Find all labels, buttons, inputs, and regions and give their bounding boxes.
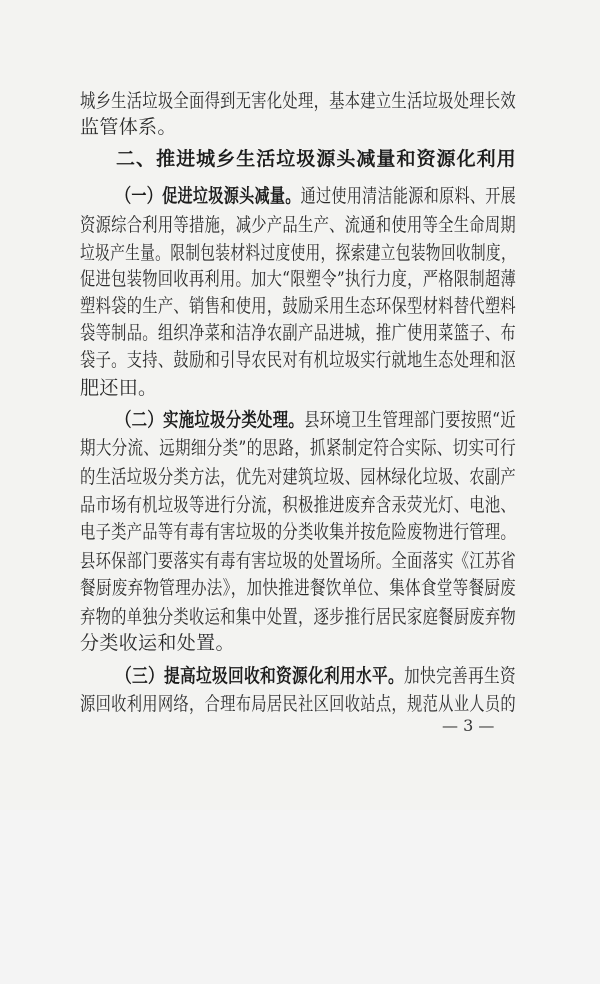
text-line bbox=[80, 373, 516, 403]
text-line bbox=[116, 661, 516, 691]
text-span: 源回收利用网络，合理布局居民社区回收站点，规范从业人员的 bbox=[80, 693, 516, 715]
text-line bbox=[80, 112, 516, 142]
text-span: 促进包装物回收再利用。加大“限塑令”执行力度，严格限制超薄 bbox=[80, 268, 516, 290]
text-span: 的生活垃圾分类方法，优先对建筑垃圾、园林绿化垃圾、农副产 bbox=[80, 466, 516, 488]
text-span: 加快完善再生资 bbox=[404, 665, 516, 687]
text-line bbox=[80, 689, 516, 719]
text-line bbox=[80, 462, 516, 492]
text-line bbox=[80, 210, 516, 240]
text-line bbox=[116, 405, 516, 435]
text-span: 县环境卫生管理部门要按照“近 bbox=[304, 409, 516, 431]
text-line bbox=[80, 628, 516, 658]
text-span: 县环保部门要落实有毒有害垃圾的处置场所。全面落实《江苏省 bbox=[80, 550, 516, 572]
subsection-heading: （三）提高垃圾回收和资源化利用水平。 bbox=[116, 665, 405, 687]
text-span: 通过使用清洁能源和原料、开展 bbox=[300, 185, 516, 207]
text-line bbox=[80, 318, 516, 348]
text-line bbox=[80, 546, 516, 576]
text-span: 袋子。支持、鼓励和引导农民对有机垃圾实行就地生态处理和沤 bbox=[80, 349, 516, 371]
text-span: 期大分流、远期细分类”的思路，抓紧制定符合实际、切实可行 bbox=[80, 437, 516, 459]
text-line bbox=[116, 181, 516, 211]
subsection-heading: （二）实施垃圾分类处理。 bbox=[116, 409, 305, 431]
text-span: 袋等制品。组织净菜和洁净农副产品进城，推广使用菜篮子、布 bbox=[80, 322, 516, 344]
text-span: 肥还田。 bbox=[80, 377, 158, 399]
text-span: 监管体系。 bbox=[80, 116, 177, 138]
section-heading: 二、推进城乡生活垃圾源头减量和资源化利用 bbox=[116, 148, 517, 170]
text-span: 分类收运和处置。 bbox=[80, 632, 235, 654]
text-span: 资源综合利用等措施，减少产品生产、流通和使用等全生命周期 bbox=[80, 214, 516, 236]
subsection-heading: （一）促进垃圾源头减量。 bbox=[116, 185, 301, 207]
page-background bbox=[0, 810, 600, 984]
text-line bbox=[80, 517, 516, 547]
page-number: — 3 — bbox=[442, 716, 495, 735]
text-span: 餐厨废弃物管理办法》，加快推进餐饮单位、集体食堂等餐厨废 bbox=[80, 577, 516, 599]
text-line bbox=[80, 291, 516, 321]
text-span: 城乡生活垃圾全面得到无害化处理，基本建立生活垃圾处理长效 bbox=[80, 90, 516, 112]
text-span: 电子类产品等有毒有害垃圾的分类收集并按危险废物进行管理。 bbox=[80, 521, 516, 543]
text-span: 弃物的单独分类收运和集中处置，逐步推行居民家庭餐厨废弃物 bbox=[80, 606, 516, 628]
text-span: 垃圾产生量。限制包装材料过度使用，探索建立包装物回收制度， bbox=[80, 242, 516, 264]
text-line bbox=[80, 433, 516, 463]
text-span: 塑料袋的生产、销售和使用，鼓励采用生态环保型材料替代塑料 bbox=[80, 295, 516, 317]
text-line bbox=[80, 264, 516, 294]
text-line bbox=[80, 490, 516, 520]
text-line bbox=[80, 345, 516, 375]
text-span: 品市场有机垃圾等进行分流，积极推进废弃含汞荧光灯、电池、 bbox=[80, 494, 516, 516]
text-line bbox=[80, 573, 516, 603]
